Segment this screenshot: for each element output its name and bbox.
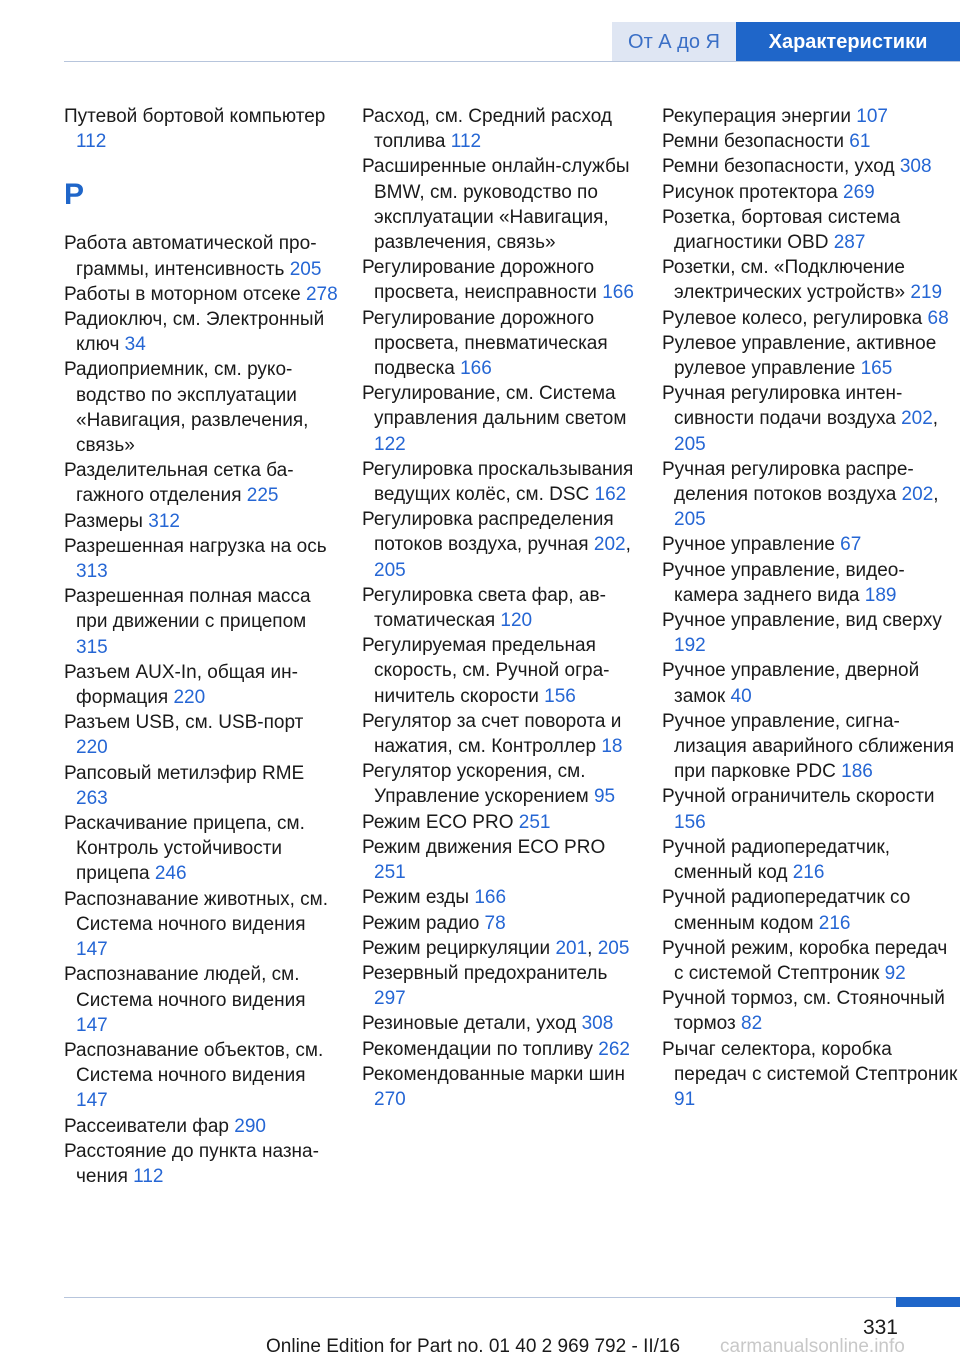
page-link[interactable]: 216 (818, 912, 851, 934)
index-entry (64, 357, 338, 458)
page-link[interactable]: 166 (602, 282, 634, 304)
index-entry (64, 710, 338, 760)
index-term: Ручное управление, дверной замок (662, 660, 920, 707)
index-entry (362, 709, 636, 759)
watermark: carmanualsonline.info (720, 1336, 905, 1357)
index-entry (64, 584, 338, 660)
index-entry (64, 660, 338, 710)
index-term: Регулятор за счет поворота и нажатия, см. Контроллер (362, 710, 622, 758)
index-term: Работа автоматической программы, интенсивность (64, 233, 317, 280)
index-term: Ручное управление, вид сверху (662, 610, 942, 632)
index-entry (362, 1011, 636, 1036)
section-tab[interactable]: От А до Я (612, 22, 736, 62)
page-link[interactable]: 67 (840, 534, 862, 556)
index-entry: Регулировка распределения потоков воздуха, ручная 202, 205 (362, 509, 631, 581)
index-entry (64, 282, 338, 307)
index-entry (64, 761, 338, 811)
index-entry (362, 835, 636, 885)
index-term: Расстояние до пункта назначения (64, 1140, 319, 1187)
index-term: Разделительная сетка багажного отделения (64, 460, 294, 507)
index-term: Режим ECO PRO (362, 811, 514, 833)
page-link[interactable]: 262 (598, 1038, 630, 1060)
index-entry (362, 759, 636, 809)
index-entry (64, 887, 338, 963)
index-entry (64, 458, 338, 508)
index-entry (662, 885, 958, 935)
page-link[interactable]: 189 (864, 584, 897, 606)
index-term: Режим езды (362, 887, 470, 909)
index-entry (662, 1037, 958, 1113)
index-term: Регулировка распределения потоков воздуха, ручная (362, 509, 614, 556)
page-link[interactable]: 156 (544, 685, 576, 707)
index-entry (662, 936, 958, 986)
index-entry: Ручная регулировка распределения потоков воздуха 202, 205 (662, 458, 939, 531)
index-term: Распознавание животных, см. Система ночного видения (64, 888, 329, 935)
index-term: Регулирование, см. Система управления дальним светом (362, 383, 627, 430)
page-link[interactable]: 308 (581, 1013, 614, 1035)
index-entry (662, 331, 958, 381)
page-link[interactable]: 205 (597, 937, 630, 959)
index-term: Регулирование дорожного просвета, пневматическая подвеска (362, 307, 608, 380)
page-link[interactable]: 205 (374, 559, 406, 581)
index-entry (362, 911, 636, 936)
page-link[interactable]: 278 (305, 283, 338, 305)
page-link[interactable]: 34 (124, 334, 146, 356)
index-entry (662, 306, 958, 331)
index-entry (64, 962, 338, 1038)
page-link[interactable]: 162 (594, 484, 627, 506)
page-link[interactable]: 202 (901, 484, 934, 506)
edition-text: Online Edition for Part no. 01 40 2 969 792 - II/16 (266, 1336, 681, 1357)
index-term: Регулятор ускорения, см. Управление ускорением (362, 761, 589, 808)
index-term: Рисунок протектора (662, 181, 838, 203)
page-link[interactable]: 192 (674, 635, 706, 657)
index-entry (662, 709, 958, 785)
page-link[interactable]: 107 (856, 106, 888, 127)
index-entry (362, 381, 636, 457)
footer-accent-bar (896, 1297, 960, 1307)
index-entry (64, 1139, 338, 1189)
index-term: Ручной тормоз, см. Стояночный тормоз (662, 988, 945, 1035)
page-link[interactable]: 205 (674, 509, 706, 531)
page-link[interactable]: 18 (601, 736, 623, 758)
page-link[interactable]: 95 (593, 786, 616, 808)
page-link[interactable]: 287 (833, 232, 866, 254)
page-link[interactable]: 68 (927, 307, 949, 329)
page-link[interactable]: 308 (899, 156, 932, 178)
index-entry (362, 961, 636, 1011)
index-term: Рычаг селектора, коробка передач с системой Стептроник (662, 1038, 958, 1085)
page-link[interactable]: 165 (860, 358, 893, 380)
index-entry (362, 1062, 636, 1112)
index-term: Радиоприемник, см. руководство по эксплуатации «Навигация, развлечения, связь» (64, 359, 309, 457)
index-entry (662, 608, 958, 658)
index-entry (64, 231, 338, 281)
index-term: Ручное управление, сигнализация аварийного сближения при парковке PDC (662, 710, 955, 783)
index-term: Резервный предохранитель (362, 962, 608, 984)
page-link[interactable]: 315 (76, 636, 108, 658)
index-entry (662, 784, 958, 834)
index-entry (662, 154, 958, 179)
index-term: Ручное управление (662, 534, 835, 556)
index-entry (64, 811, 338, 887)
index-term: Разъем USB, см. USB-порт (64, 712, 304, 734)
page-link[interactable]: 112 (133, 1165, 164, 1187)
page-link[interactable]: 220 (76, 737, 108, 759)
index-term: Работы в моторном отсеке (64, 283, 301, 305)
index-term: Рекомендованные марки шин (362, 1063, 625, 1085)
index-term: Ремни безопасности, уход (662, 156, 895, 178)
index-term: Ремни безопасности (662, 131, 844, 153)
index-term: Регулировка проскальзывания ведущих колёс, см. DSC (362, 458, 634, 506)
page-link[interactable]: 156 (674, 811, 706, 833)
index-term: Ручной режим, коробка передач с системой Стептроник (662, 937, 948, 984)
index-term: Рапсовый метилэфир RME (64, 762, 305, 784)
index-entry (662, 986, 958, 1036)
index-term: Ручная регулировка распределения потоков воздуха (662, 458, 914, 506)
index-entry (362, 633, 636, 709)
page-link[interactable]: 92 (884, 962, 906, 984)
index-entry (662, 532, 958, 557)
chapter-tab[interactable]: Характеристики (736, 22, 960, 62)
page-link[interactable]: 205 (289, 258, 322, 280)
index-term: Регулируемая предельная скорость, см. Ручной ограничитель скорости (362, 635, 610, 707)
index-entry (662, 180, 958, 205)
page-link[interactable]: 297 (374, 988, 406, 1010)
footer-divider (64, 1297, 896, 1298)
index-term: Расход, см. Средний расход топлива (362, 106, 612, 153)
index-column-2 (362, 104, 636, 1112)
index-term: Раскачивание прицепа, см. Контроль устойчивости прицепа (64, 813, 305, 885)
page-link[interactable]: 216 (792, 862, 825, 884)
index-term: Розетка, бортовая система диагностики OBD (662, 206, 901, 254)
index-entry (362, 306, 636, 382)
page-link[interactable]: 251 (518, 811, 551, 833)
index-entry (362, 255, 636, 305)
index-term: Распознавание объектов, см. Система ночного видения (64, 1039, 324, 1087)
index-term: Режим движения ECO PRO (362, 836, 606, 858)
page-link[interactable]: 120 (500, 610, 533, 632)
page-link[interactable]: 205 (674, 433, 706, 455)
letter-heading: Р (64, 178, 85, 212)
page-link[interactable]: 61 (849, 131, 871, 153)
index-term: Разрешенная полная масса при движении с прицепом (64, 586, 311, 633)
index-term: Рекомендации по топливу (362, 1038, 594, 1060)
index-term: Радиоключ, см. Электронный ключ (64, 309, 325, 356)
page-link[interactable]: 166 (460, 358, 492, 380)
page-link[interactable]: 186 (841, 761, 873, 783)
index-term: Регулирование дорожного просвета, неисправности (362, 257, 597, 304)
page-header (0, 22, 960, 62)
page-link[interactable]: 270 (374, 1088, 406, 1110)
index-entry (362, 457, 636, 507)
page-link[interactable]: 147 (76, 1090, 108, 1112)
index-term: Рулевое управление, активное рулевое управление (662, 332, 937, 380)
page-link[interactable]: 313 (76, 561, 108, 583)
index-term: Ручной радиопередатчик, сменный код (662, 836, 891, 884)
index-entry (64, 1038, 338, 1114)
index-term: Розетки, см. «Подключение электрических устройств» (662, 257, 906, 304)
index-term: Расширенные онлайн-службы BMW, см. руководство по эксплуатации «Навигация, развлечения, связь» (362, 156, 630, 254)
index-term: Ручное управление, видеокамера заднего вида (662, 559, 905, 606)
index-term: Резиновые детали, уход (362, 1013, 577, 1035)
index-term: Рулевое колесо, регулировка (662, 307, 923, 329)
page-link[interactable]: 112 (450, 131, 482, 153)
page-link[interactable]: 251 (374, 862, 406, 884)
index-term: Рассеиватели фар (64, 1115, 229, 1137)
index-entry (64, 307, 338, 357)
index-column-1 (64, 104, 338, 1189)
index-term: Разрешенная нагрузка на ось (64, 535, 327, 557)
page-link[interactable]: 147 (76, 1014, 108, 1036)
page-link[interactable]: 290 (234, 1115, 266, 1137)
index-term: Разъем AUX-In, общая информация (64, 661, 298, 709)
index-entry (362, 810, 636, 835)
index-entry: Режим рециркуляции 201, 205 (362, 937, 630, 959)
index-entry (362, 885, 636, 910)
page-link[interactable]: 40 (730, 685, 752, 707)
index-term: Путевой бортовой компьютер (64, 106, 326, 127)
page-link[interactable]: 219 (910, 282, 943, 304)
index-entry (64, 104, 338, 154)
index-entry (362, 583, 636, 633)
index-term: Режим радио (362, 912, 480, 934)
index-entry (662, 835, 958, 885)
index-entry (362, 1037, 636, 1062)
index-entry (362, 104, 636, 154)
index-term: Ручной радиопередатчик со сменным кодом (662, 887, 911, 934)
index-entry (662, 658, 958, 708)
index-entry (64, 1114, 338, 1139)
page-link[interactable]: 312 (148, 510, 180, 532)
index-entry (64, 509, 338, 534)
index-term: Режим рециркуляции (362, 937, 551, 959)
index-entry: Ручная регулировка интенсивности подачи воздуха 202, 205 (662, 383, 939, 455)
page-link[interactable]: 269 (843, 181, 875, 203)
index-entry (362, 154, 636, 255)
index-term: Размеры (64, 510, 143, 532)
index-term: Ручной ограничитель скорости (662, 786, 935, 808)
page-link[interactable]: 225 (246, 485, 279, 507)
page-link[interactable]: 91 (674, 1088, 696, 1110)
index-entry (662, 255, 958, 305)
index-entry (662, 205, 958, 255)
index-entry (662, 104, 958, 129)
page-link[interactable]: 82 (741, 1013, 763, 1035)
page-link[interactable]: 78 (484, 912, 506, 934)
page-link[interactable]: 202 (901, 408, 933, 430)
header-divider (64, 61, 960, 62)
page-link[interactable]: 246 (154, 863, 187, 885)
page-link[interactable]: 166 (474, 887, 507, 909)
page-link[interactable]: 220 (173, 687, 206, 709)
index-column-3 (662, 104, 958, 1112)
page-number: 331 (862, 1316, 898, 1339)
index-entry (662, 129, 958, 154)
index-entry (662, 558, 958, 608)
page-link[interactable]: 201 (555, 937, 588, 959)
index-term: Ручная регулировка интенсивности подачи воздуха (662, 383, 903, 430)
page-link[interactable]: 263 (76, 787, 108, 809)
page-link[interactable]: 147 (76, 939, 108, 961)
page-link[interactable]: 202 (593, 534, 626, 556)
index-term: Регулировка света фар, автоматическая (362, 584, 606, 632)
page-link[interactable]: 122 (374, 433, 406, 455)
index-entry (64, 534, 338, 584)
index-term: Рекуперация энергии (662, 106, 851, 127)
page-link[interactable]: 112 (76, 131, 107, 153)
index-term: Распознавание людей, см. Система ночного видения (64, 964, 306, 1011)
